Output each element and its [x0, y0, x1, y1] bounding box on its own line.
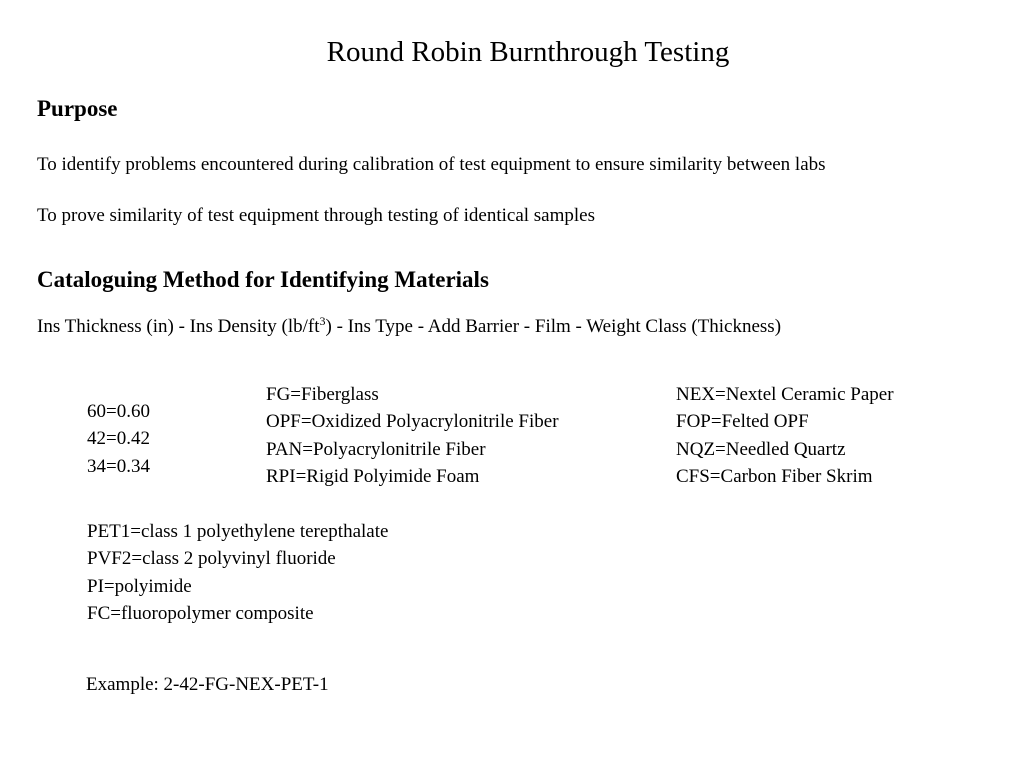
cataloguing-heading: Cataloguing Method for Identifying Materials — [37, 267, 489, 292]
format-superscript: 3 — [319, 314, 326, 328]
list-item: PET1=class 1 polyethylene terepthalate — [87, 521, 389, 542]
format-text-end: ) - Ins Type - Add Barrier - Film - Weight Class (Thickness) — [325, 316, 782, 337]
list-item: PAN=Polyacrylonitrile Fiber — [266, 438, 486, 460]
purpose-line-2: To prove similarity of test equipment through testing of identical samples — [37, 205, 596, 226]
list-item: OPF=Oxidized Polyacrylonitrile Fiber — [266, 411, 559, 433]
list-item: PVF2=class 2 polyvinyl fluoride — [87, 548, 336, 570]
list-item: FG=Fiberglass — [266, 384, 379, 405]
list-item: 60=0.60 — [87, 401, 150, 422]
list-item: PI=polyimide — [87, 575, 192, 597]
list-item: RPI=Rigid Polyimide Foam — [266, 465, 480, 487]
example-text: Example: 2-42-FG-NEX-PET-1 — [86, 674, 329, 695]
purpose-line-1: To identify problems encountered during calibration of test equipment to ensure similarity between labs — [37, 154, 826, 175]
density-list — [87, 398, 150, 480]
list-item: FC=fluoropolymer composite — [87, 602, 314, 624]
list-item: NEX=Nextel Ceramic Paper — [676, 384, 894, 405]
insulation-type-list — [266, 381, 559, 490]
list-item: 42=0.42 — [87, 428, 150, 450]
barrier-list — [676, 381, 894, 490]
purpose-heading: Purpose — [37, 96, 118, 121]
cataloguing-format — [37, 315, 781, 339]
format-text-start: Ins Thickness (in) - Ins Density (lb/ft — [37, 316, 320, 337]
page-title: Round Robin Burnthrough Testing — [326, 36, 730, 68]
film-list — [87, 518, 388, 627]
list-item: NQZ=Needled Quartz — [676, 438, 846, 460]
list-item: 34=0.34 — [87, 455, 150, 477]
list-item: CFS=Carbon Fiber Skrim — [676, 465, 873, 487]
list-item: FOP=Felted OPF — [676, 411, 809, 433]
